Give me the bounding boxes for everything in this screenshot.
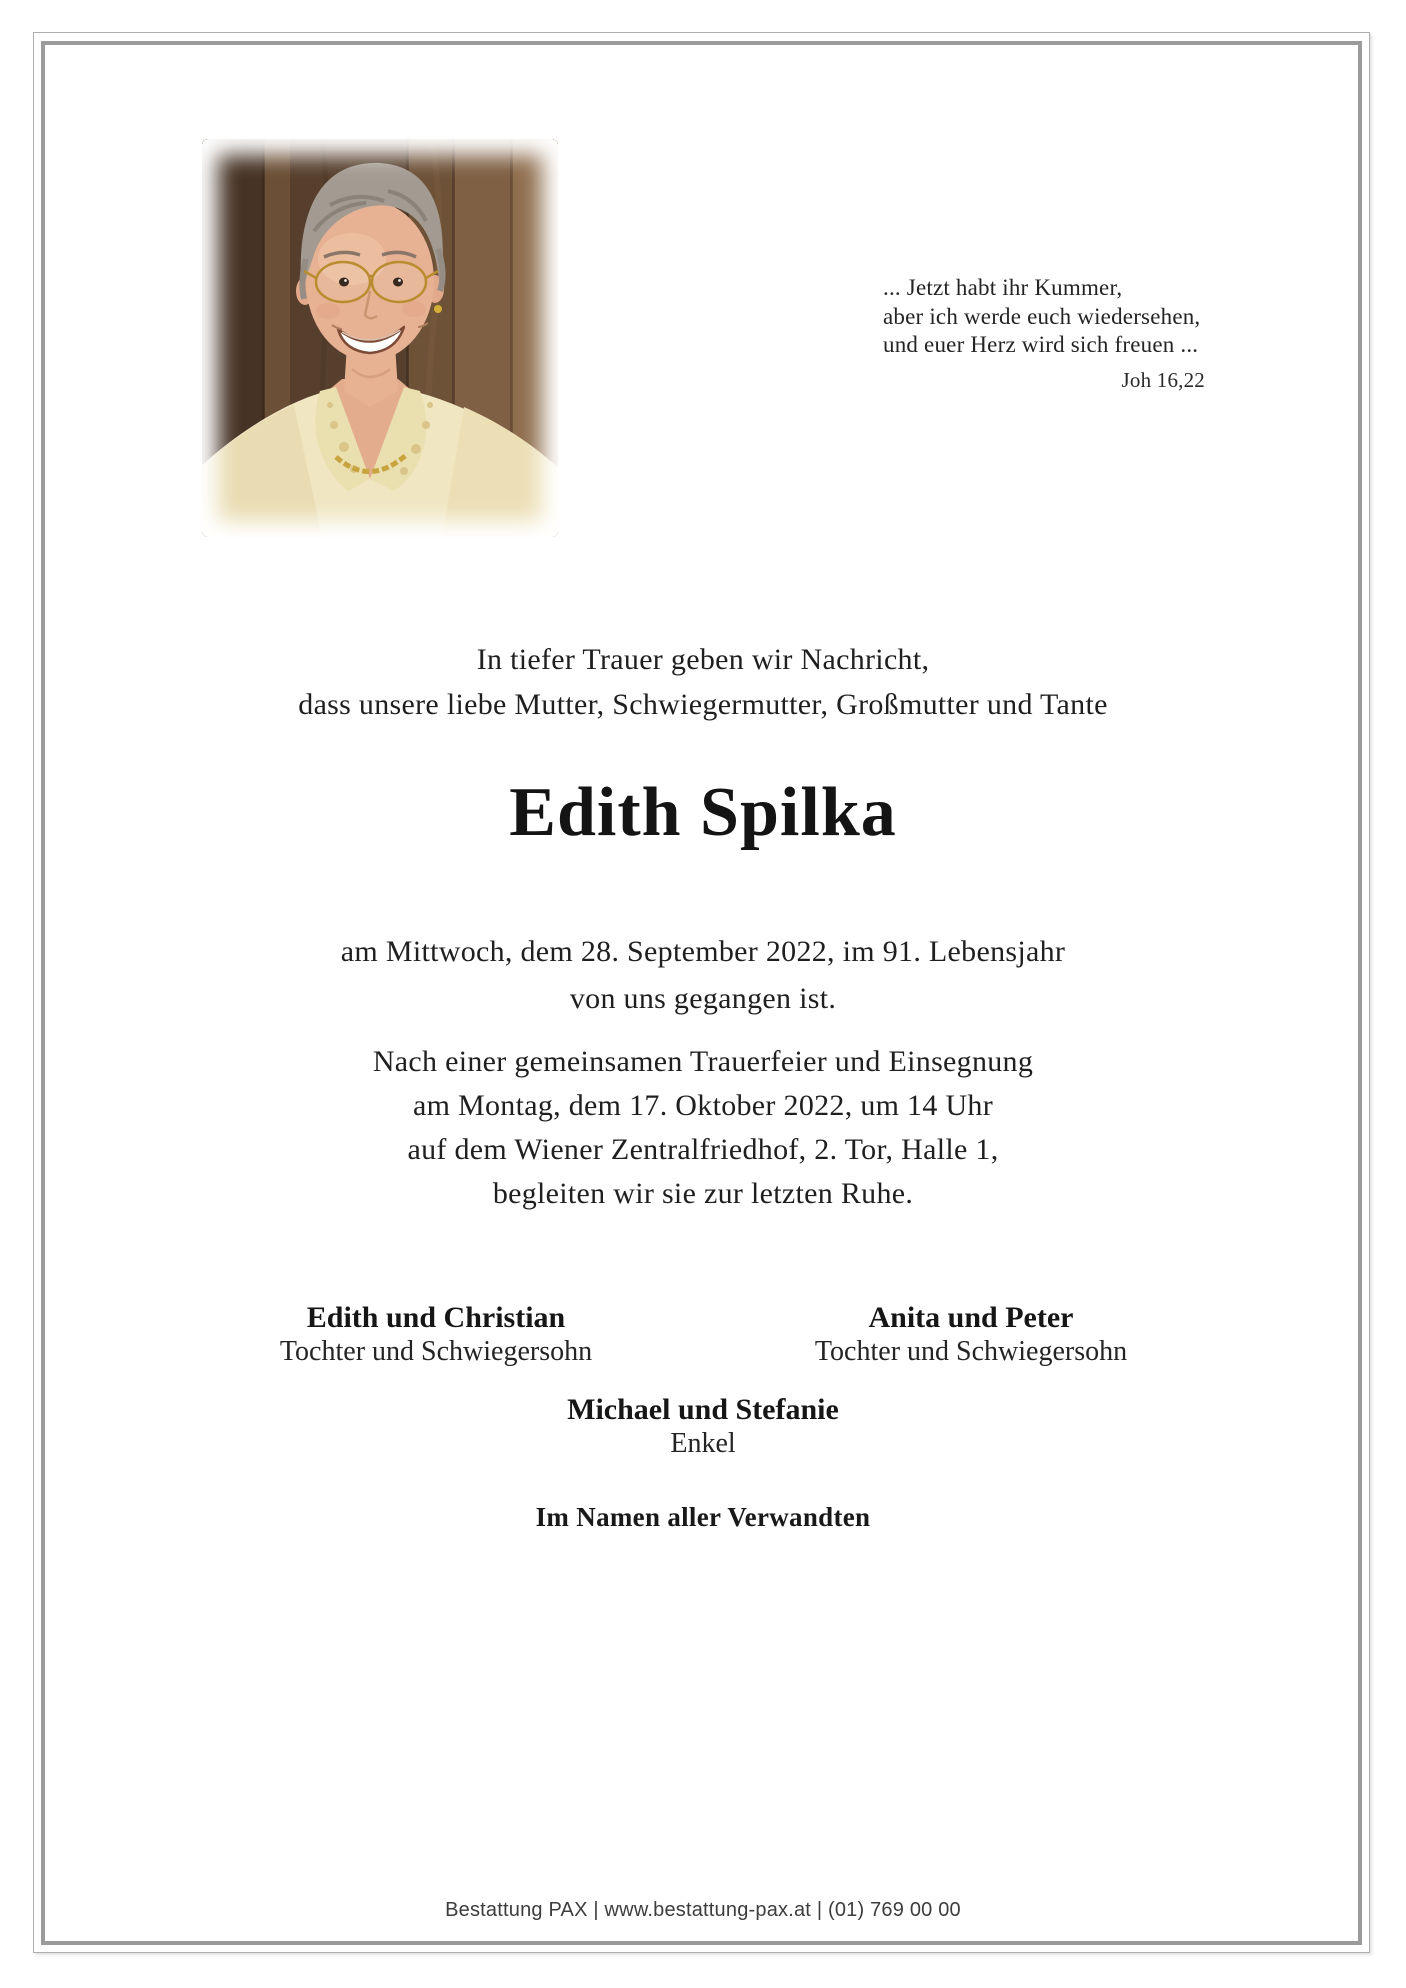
mourners-left-column (266, 1300, 606, 1368)
announcement-line: dass unsere liebe Mutter, Schwiegermutter, Großmutter und Tante (298, 688, 1108, 721)
closing-line: Im Namen aller Verwandten (535, 1502, 871, 1532)
mourners-right-column (801, 1300, 1141, 1368)
quote-reference: Joh 16,22 (1121, 367, 1205, 392)
passing-details (45, 928, 1361, 1022)
funeral-line: begleiten wir sie zur letzten Ruhe. (492, 1177, 914, 1210)
passing-line: von uns gegangen ist. (569, 982, 837, 1015)
portrait-photo (202, 139, 558, 537)
announcement-text (45, 637, 1361, 727)
funeral-line: Nach einer gemeinsamen Trauerfeier und Einsegnung (372, 1045, 1034, 1078)
scripture-quote (883, 274, 1205, 394)
passing-line: am Mittwoch, dem 28. September 2022, im 91. Lebensjahr (340, 935, 1066, 968)
mourner-names: Edith und Christian (306, 1301, 566, 1334)
mourner-names: Anita und Peter (868, 1301, 1074, 1334)
mourner-relation: Tochter und Schwiegersohn (279, 1336, 593, 1367)
funeral-home-footer: Bestattung PAX | www.bestattung-pax.at | (01) 769 00 00 (445, 1899, 961, 1921)
portrait-illustration (202, 139, 558, 537)
quote-line: und euer Herz wird sich freuen ... (883, 332, 1199, 357)
funeral-line: auf dem Wiener Zentralfriedhof, 2. Tor, Halle 1, (407, 1133, 999, 1166)
quote-line: aber ich werde euch wiedersehen, (883, 303, 1201, 329)
quote-line: ... Jetzt habt ihr Kummer, (883, 275, 1123, 300)
mourners-center-column (45, 1392, 1361, 1460)
deceased-name: Edith Spilka (509, 774, 897, 851)
mourner-relation: Tochter und Schwiegersohn (814, 1336, 1128, 1367)
mourner-names: Michael und Stefanie (567, 1393, 839, 1426)
mourner-relation: Enkel (670, 1428, 736, 1459)
funeral-details (45, 1040, 1361, 1216)
funeral-line: am Montag, dem 17. Oktober 2022, um 14 Uhr (412, 1089, 994, 1122)
announcement-line: In tiefer Trauer geben wir Nachricht, (476, 643, 930, 676)
